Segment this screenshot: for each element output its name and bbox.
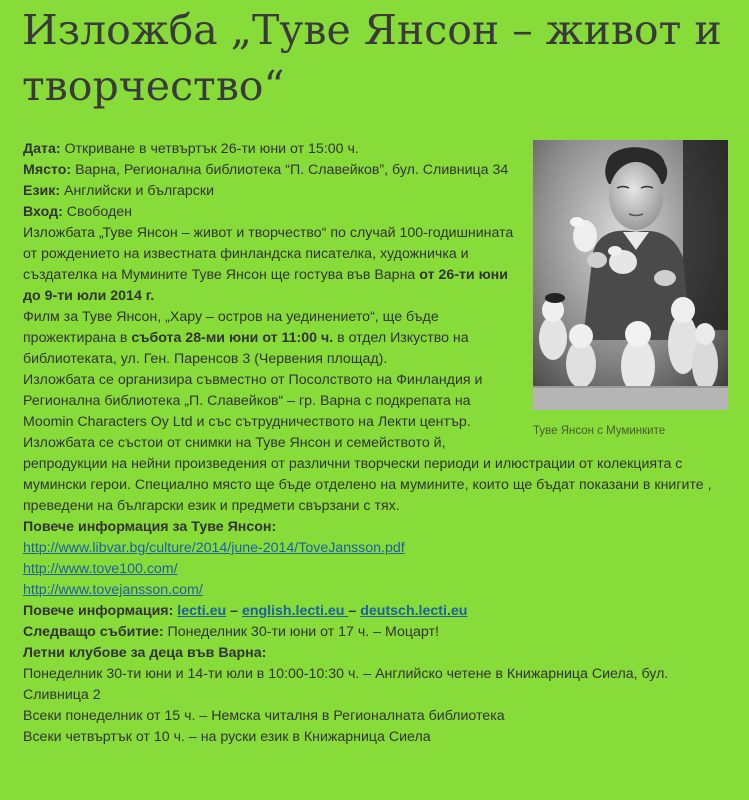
- link-line: [23, 559, 731, 580]
- date-label: Дата:: [23, 141, 61, 157]
- entry-label: Вход:: [23, 204, 63, 220]
- intro-dates: от 26-ти юни до 9-ти юли 2014 г.: [23, 267, 508, 304]
- english-lecti-link[interactable]: english.lecti.eu: [241, 603, 349, 619]
- page-title: Изложба „Туве Янсон – живот и творчество“: [22, 6, 722, 110]
- more-tove-heading-text: Повече информация за Туве Янсон:: [23, 519, 277, 535]
- tove-jansson-photo: [533, 140, 728, 410]
- language-value: Английски и български: [60, 183, 214, 199]
- summer-item: Всеки четвъртък от 10 ч. – на руски език в Книжарница Сиела: [23, 729, 431, 745]
- link-line: [23, 538, 731, 559]
- next-event-label: Следващо събитие:: [23, 624, 164, 640]
- separator: –: [226, 603, 242, 619]
- place-label: Място:: [23, 162, 72, 178]
- intro-text: Изложбата „Туве Янсон – живот и творчество“ по случай 100-годишнината от рождението на известната финландска писателка, художничка и създателка на Мумините Туве Янсон ще гостува във Варна: [23, 225, 514, 283]
- language-label: Език:: [23, 183, 61, 199]
- photo-figure: [533, 140, 733, 439]
- next-event-value: Понеделник 30-ти юни от 17 ч. – Моцарт!: [163, 624, 439, 640]
- place-value: Варна, Регионална библиотека “П. Славейков”, бул. Сливница 34: [71, 162, 509, 178]
- organized-paragraph: Изложбата се организира съвместно от Посолството на Финландия и Регионална библиотека „П. Славейков“ – гр. Варна с подкрепата на Moomin Characters Oy Ltd и със сътрудничеството на Лекти център.: [23, 372, 483, 430]
- article-body: [23, 139, 731, 748]
- more-info-line: [23, 601, 731, 622]
- description-paragraph: Изложбата се състои от снимки на Туве Янсон и семейството й, репродукции на нейни произведения от различни творчески периоди и илюстрации от колекцията с мумински герои. Специално място ще бъде отделено на мумините, които ще бъдат показани в книгите , преведени на български език и предмети свързани с тях.: [23, 435, 712, 514]
- entry-value: Свободен: [62, 204, 132, 220]
- film-text-after: в отдел Изкуство на библиотеката, ул. Ген. Паренсов 3 (Червения площад).: [23, 330, 469, 367]
- deutsch-lecti-link[interactable]: deutsch.lecti.eu: [360, 603, 468, 619]
- summer-heading-text: Летни клубове за деца във Варна:: [23, 645, 267, 661]
- lecti-link[interactable]: lecti.eu: [177, 603, 227, 619]
- date-value: Откриване в четвъртък 26-ти юни от 15:00 ч.: [60, 141, 359, 157]
- more-tove-heading: [23, 517, 731, 538]
- more-info-label: Повече информация:: [23, 603, 174, 619]
- tove100-link[interactable]: http://www.tove100.com/: [23, 561, 178, 577]
- next-event-line: [23, 622, 731, 643]
- film-when: събота 28-ми юни от 11:00 ч.: [131, 330, 334, 346]
- tovejansson-link[interactable]: http://www.tovejansson.com/: [23, 582, 203, 598]
- link-line: [23, 580, 731, 601]
- separator: –: [348, 603, 361, 619]
- libvar-link[interactable]: http://www.libvar.bg/culture/2014/june-2014/ToveJansson.pdf: [23, 540, 405, 556]
- summer-heading: [23, 643, 731, 664]
- summer-item: Всеки понеделник от 15 ч. – Немска читалня в Регионалната библиотека: [23, 708, 505, 724]
- photo-caption: Туве Янсон с Муминките: [533, 425, 666, 437]
- summer-item: Понеделник 30-ти юни и 14-ти юли в 10:00-10:30 ч. – Английско четене в Книжарница Сиела, бул. Сливница 2: [23, 666, 669, 703]
- film-text-before: Филм за Туве Янсон, „Хару – остров на уединението“, ще бъде прожектирана в: [23, 309, 439, 346]
